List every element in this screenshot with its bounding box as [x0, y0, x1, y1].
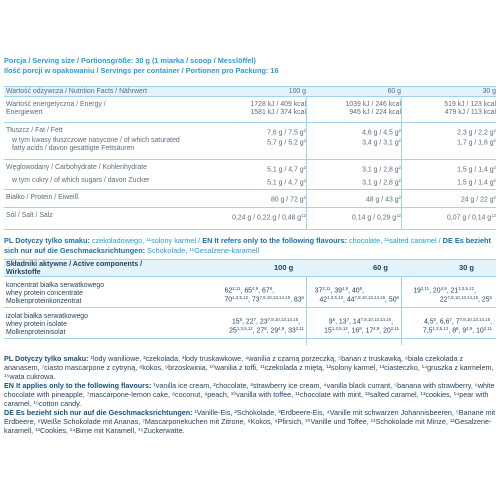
active-header: Składniki aktywne / Active components / Wirkstoffe 100 g 60 g 30 g: [4, 259, 496, 277]
serving-info: [4, 56, 496, 75]
nutrition-header: Wartość odżywcza / Nutrition Facts / Nährwert 100 g 60 g 30 g: [6, 88, 496, 95]
servings-per-container: Ilość porcji w opakowaniu / Servings per container / Portionen pro Packung: 16: [4, 65, 279, 75]
label-page: Porcja / Serving size / Portionsgröße: 30 g (1 miarka / scoop / Messlöffel) Ilość porcji w opakowaniu / Servings per container / Portionen pro Packung: 16 Wartość odżywcza / Nutrition Facts / Nährwert 100 g 60 g 30 g Wartość energetyczna / Energy / Energiewert 1728 kJ / 409 kcal 1581 kJ / 374 kcal 1039 kJ / 246 kcal 945 kJ / 224 kcal 519 kJ / 123 kcal 479 kJ / 113 kcal Tłuszcz / Fat / Fett 7,6 g / 7,5 $g^2$ 4,6 g / 4,5 $g^2$ 2,3 g / 2,2 $g^2$ w tym kwasy tłuszczowe nasycone / of which saturated fatty acids / davon gesättigte Fettsäuren 5,7 g / 5,2 $g^2$ 3,4 g / 3,1 $g^2$ 1,7 g / 1,6 $g^2$ Węglowodany / Carbohydrate / Kohlenhydrate 5,1 g / 4,7 $g^2$ 3,1 g / 2,8 $g^2$ 1,5 g / 1,4 $g^2$ w tym cukry / of which sugars / davon Zucker 5,1 g / 4,7 $g^2$ 3,1 g / 2,8 $g^2$ 1,5 g / 1,4 $g^2$ Białko / Protein / Eiweiß 80 g / 72 $g^2$ 48 g / 43 $g^2$ 24 g / 22 $g^2$ Sól / Salt / Salz 0,24 g / 0,22 g / 0,48 $g^{12}$ 0,14 g / 0,29 $g^{12}$ 0,07 g / 0,14 $g^{12}$ PL Dotyczy tylko smaku: czekoladowego, ¹¹solony karmel / EN It refers only to the following flavours: chocolate, ¹¹salted caramel / DE Es bezieht sich nur auf die Geschmacksrichtungen: Schokolade, ¹¹Gesalzene-karamell Składniki aktywne / Active components / Wirkstoffe 100 g 60 g 30 g koncentrat białka serwatkowego whey protein concentrate Molkenproteinkonzentrat 62$^{2,11}$, 65$^{4,9}$, $67^8$, 70$^{1,3,5,12}$, 73$^{7,8,10,13,14,15}$, $83^6$ 37$^{2,11}$, 39$^{4,9}$, $40^8$, 42$^{1,3,5,12}$, 44$^{7,8,10,13,14,15}$, $50^6$ 19$^{2,11}$, 20$^{4,9}$, 21$^{1,3,5,12}$, 22$^{7,8,10,13,14,15}$, $25^6$ izolat białka serwatkowego whey protein isolate Molkenproteinisolat $15^6$, $22^7$, 23$^{7,8,10,13,14,15}$, 25$^{1,3,5,12}$, $27^8$, 29$^{4,9}$, 33$^{2,11}$ $9^6$, $13^7$, 14$^{7,8,10,13,14,15}$, 15$^{1,3,5,12}$, $16^8$, 17$^{4,9}$, 20$^{2,11}$ $4,5^6$, $6,6^7$, 7$^{7,8,10,13,14,15}$, 7,5$^{1,3,5,12}$, $8^8$, 9$^{4,9}$, 10$^{2,11}$ PL Dotyczy tylko smaku: ¹lody waniliowe, ²czekolada, ³lody truskawkowe, ⁴wanilia z czarną porzeczką, ⁵banan z truskawką, ⁶biała czekolada z ananasem, ⁷ciasto mascarpone z cytryną, ⁸kokos, ⁹brzoskwinia, ¹⁰wanilia z toffi, ¹¹czekolada z miętą, ¹²solony karmel, ¹³ciasteczko, ¹⁴gruszka z karmelem, ¹⁵wata cukrowa. EN It applies only to the following flavours: ¹vanilla ice cream, ²chocolate, ³strawberry ice cream, ⁴vanilla black currant, ⁵banana with strawberry, ⁶white chocolate with pineapple, ⁷mascarpone-lemon cake, ⁸coconut, ⁹peach, ¹⁰vanilla with toffee, ¹¹chocolate with mint, ¹²salted caramel, ¹³cookies, ¹⁴pear with caramel, ¹⁵cotton candy. DE Es bezieht sich nur auf die Geschmacksrichtungen: ¹Vanille-Eis, ²Schokolade, ³Erdbeere-Eis, ⁴Vanille mit schwarzen Johannisbeeren, ⁵Banane mit Erdbeere, ⁶Weiße Schokolade mit Ananas, ⁷Mascarponekuchen mit Zitrone, ⁸Kokos, ⁹Pfirsich, ¹⁰Vanille und Toffee, ¹¹Schokolade mit Minze, ¹²Gesalzene-karamell, ¹³Cookies, ¹⁴Birne mit Karamell, ¹⁵Zuckerwatte.: [4, 56, 496, 435]
flavour-note-salt: PL Dotyczy tylko smaku: czekoladowego, ¹¹solony karmel / EN It refers only to the following flavours: chocolate, ¹¹salted caramel / DE Es bezieht sich nur auf die Geschmacksrichtungen: Schokolade, ¹¹Gesalzene-karamell: [4, 236, 491, 255]
serving-size: Porcja / Serving size / Portionsgröße: 30 g (1 miarka / scoop / Messlöffel): [4, 56, 256, 65]
flavour-legend-de: DE Es bezieht sich nur auf die Geschmacksrichtungen: ¹Vanille-Eis, ²Schokolade, ³Erdbeere-Eis, ⁴Vanille mit schwarzen Johannisbeeren, ⁵Banane mit Erdbeere, ⁶Weiße Schokolade mit Ananas, ⁷Mascarponekuchen mit Zitrone, ⁸Kokos, ⁹Pfirsich, ¹⁰Vanille und Toffee, ¹¹Schokolade mit Minze, ¹²Gesalzene-karamell, ¹³Cookies, ¹⁴Birne mit Karamell, ¹⁵Zuckerwatte.: [4, 408, 496, 435]
flavour-legend: [4, 354, 496, 435]
flavour-legend-en: EN It applies only to the following flavours: ¹vanilla ice cream, ²chocolate, ³strawberry ice cream, ⁴vanilla black currant, ⁵banana with strawberry, ⁶white chocolate with pineapple, ⁷mascarpone-lemon cake, ⁸coconut, ⁹peach, ¹⁰vanilla with toffee, ¹¹chocolate with mint, ¹²salted caramel, ¹³cookies, ¹⁴pear with caramel, ¹⁵cotton candy.: [4, 381, 495, 408]
flavour-legend-pl: PL Dotyczy tylko smaku: ¹lody waniliowe, ²czekolada, ³lody truskawkowe, ⁴wanilia z czarną porzeczką, ⁵banan z truskawką, ⁶biała czekolada z ananasem, ⁷ciasto mascarpone z cytryną, ⁸kokos, ⁹brzoskwinia, ¹⁰wanilia z toffi, ¹¹czekolada z miętą, ¹²solony karmel, ¹³ciasteczko, ¹⁴gruszka z karmelem, ¹⁵wata cukrowa.: [4, 354, 494, 381]
